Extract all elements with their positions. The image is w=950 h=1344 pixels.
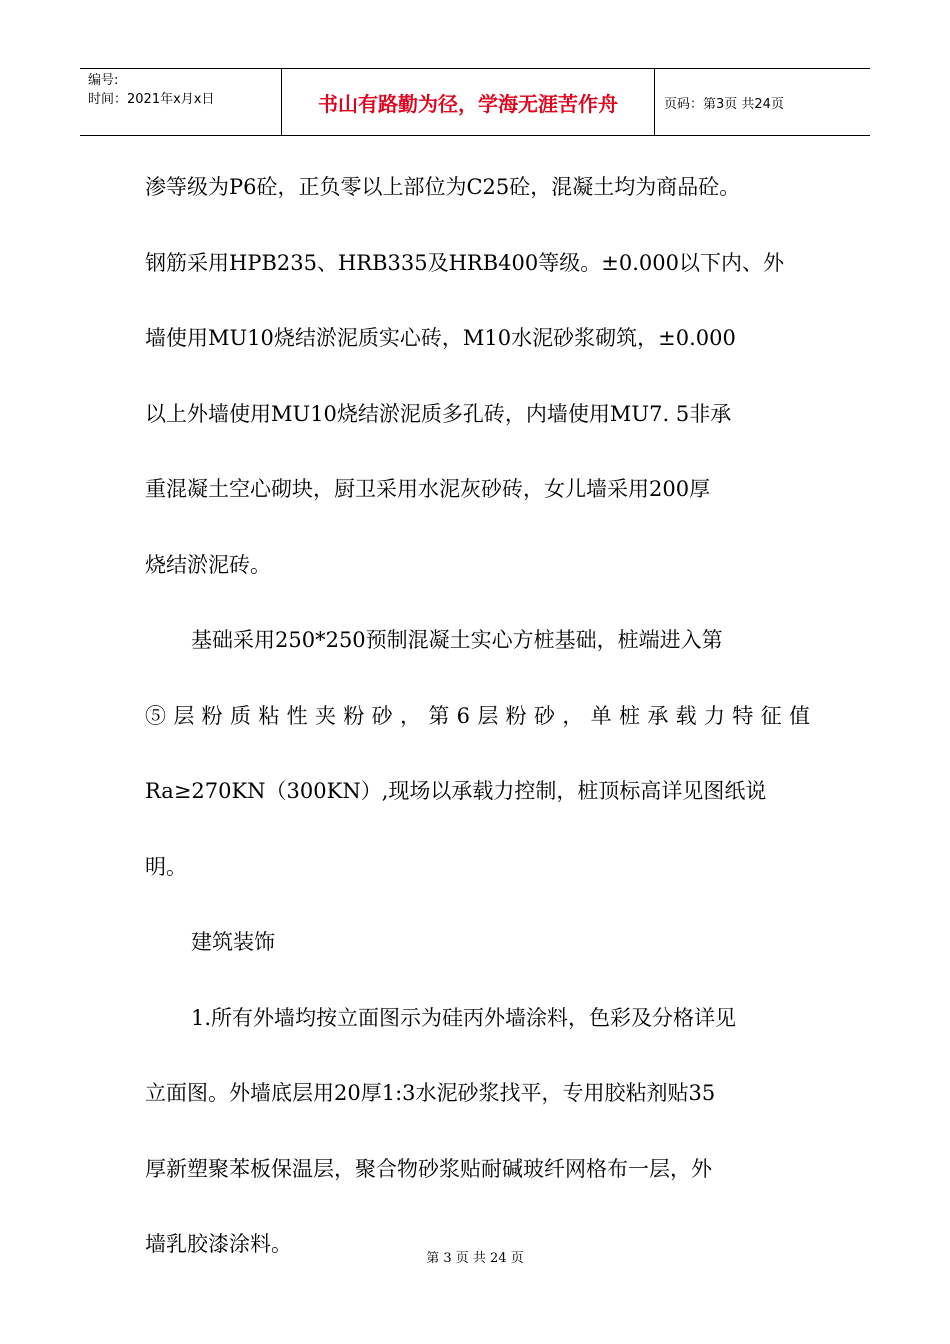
body-line: 渗等级为P6砼，正负零以上部位为C25砼，混凝土均为商品砼。 bbox=[145, 175, 741, 199]
page-footer: 第 3 页 共 24 页 bbox=[426, 1251, 524, 1266]
document-number-label: 编号: bbox=[88, 73, 119, 88]
document-body bbox=[145, 150, 810, 1283]
header-motto: 书山有路勤为径，学海无涯苦作舟 bbox=[282, 69, 655, 135]
body-line: 墙乳胶漆涂料。 bbox=[145, 1232, 292, 1256]
section-heading: 建筑装饰 bbox=[191, 930, 275, 954]
body-line: 厚新塑聚苯板保温层，聚合物砂浆贴耐碱玻纤网格布一层，外 bbox=[145, 1156, 712, 1181]
body-line: 烧结淤泥砖。 bbox=[145, 552, 271, 577]
header-meta bbox=[80, 69, 282, 135]
body-line: 基础采用250*250预制混凝土实心方桩基础，桩端进入第 bbox=[191, 628, 723, 652]
body-line: 以上外墙使用MU10烧结淤泥质多孔砖，内墙使用MU7. 5非承 bbox=[145, 401, 732, 426]
body-line: Ra≥270KN（300KN）,现场以承载力控制，桩顶标高详见图纸说 bbox=[145, 779, 767, 803]
body-line: 钢筋采用HPB235、HRB335及HRB400等级。±0.000以下内、外 bbox=[145, 250, 784, 275]
header-page-info: 页码：第3页 共24页 bbox=[664, 96, 784, 112]
body-line: 1.所有外墙均按立面图示为硅丙外墙涂料，色彩及分格详见 bbox=[191, 1005, 737, 1030]
body-line: 明。 bbox=[145, 854, 187, 879]
body-line: ⑤层粉质粘性夹粉砂，第6层粉砂，单桩承载力特征值 bbox=[145, 703, 810, 728]
body-line: 墙使用MU10烧结淤泥质实心砖，M10水泥砂浆砌筑，±0.000 bbox=[145, 326, 736, 350]
page-header bbox=[80, 68, 870, 136]
document-date: 时间：2021年x月x日 bbox=[88, 92, 215, 107]
body-line: 重混凝土空心砌块，厨卫采用水泥灰砂砖，女儿墙采用200厚 bbox=[145, 477, 711, 501]
body-line: 立面图。外墙底层用20厚1:3水泥砂浆找平，专用胶粘剂贴35 bbox=[145, 1081, 716, 1105]
